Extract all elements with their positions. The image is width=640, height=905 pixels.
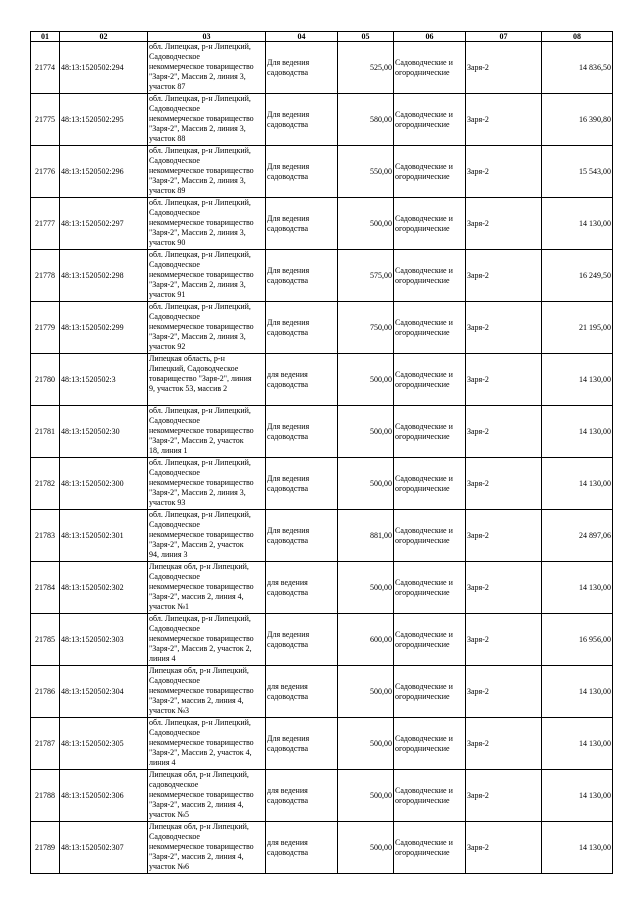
permitted-use-cell: Для ведения садоводства: [266, 718, 338, 770]
area-cell: 525,00: [338, 42, 394, 94]
area-cell: 500,00: [338, 354, 394, 406]
address-cell: [148, 614, 266, 666]
address-text: Липецкая область, р-н Липецкий, Садоводческое товарищество "Заря-2", линия 9, участок 53, массив 2: [149, 354, 252, 393]
address-cell: [148, 458, 266, 510]
column-header-05: 05: [338, 32, 394, 42]
settlement-name-cell: Заря-2: [466, 666, 542, 718]
land-category-cell: Садоводческие и огороднические: [394, 302, 466, 354]
settlement-name-cell: Заря-2: [466, 198, 542, 250]
land-category-cell: Садоводческие и огороднические: [394, 250, 466, 302]
settlement-name-cell: Заря-2: [466, 458, 542, 510]
settlement-name-cell: Заря-2: [466, 354, 542, 406]
table-row: [31, 770, 613, 822]
cadastral-value-cell: 14 130,00: [542, 718, 613, 770]
settlement-name-cell: Заря-2: [466, 94, 542, 146]
address-text: обл. Липецкая, р-н Липецкий, Садоводческое некоммерческое товарищество "Заря-2", Массив 2, линия 3, участок 88: [149, 94, 254, 143]
address-text: обл. Липецкая, р-н Липецкий, Садоводческое некоммерческое товарищество "Заря-2", Массив 2, участок 94, линия 3: [149, 510, 254, 559]
cadastral-number-cell: 48:13:1520502:305: [60, 718, 148, 770]
address-cell: [148, 562, 266, 614]
column-header-07: 07: [466, 32, 542, 42]
address-text: Липецкая обл, р-н Липецкий, Садоводческое некоммерческое товарищество "Заря-2", массив 2, линия 4, участок №3: [149, 666, 254, 715]
address-cell: [148, 94, 266, 146]
area-cell: 500,00: [338, 718, 394, 770]
cadastral-number-cell: 48:13:1520502:298: [60, 250, 148, 302]
cadastral-value-cell: 14 130,00: [542, 354, 613, 406]
permitted-use-cell: Для ведения садоводства: [266, 94, 338, 146]
land-category-cell: Садоводческие и огороднические: [394, 198, 466, 250]
record-number-cell: 21775: [31, 94, 60, 146]
cadastral-value-cell: 14 130,00: [542, 406, 613, 458]
cadastral-value-cell: 14 130,00: [542, 198, 613, 250]
area-cell: 500,00: [338, 562, 394, 614]
land-category-cell: Садоводческие и огороднические: [394, 562, 466, 614]
cadastral-number-cell: 48:13:1520502:30: [60, 406, 148, 458]
table-row: [31, 562, 613, 614]
table-row: [31, 406, 613, 458]
address-text: Липецкая обл, р-н Липецкий, Садоводческое некоммерческое товарищество "Заря-2", массив 2, линия 4, участок №6: [149, 822, 254, 871]
address-cell: [148, 354, 266, 406]
cadastral-number-cell: 48:13:1520502:302: [60, 562, 148, 614]
cadastral-number-cell: 48:13:1520502:3: [60, 354, 148, 406]
address-text: Липецкая обл, р-н Липецкий, садоводческое некоммерческое товарищество "Заря-2", массив 2, линия 4, участок №5: [149, 770, 254, 819]
land-category-cell: Садоводческие и огороднические: [394, 42, 466, 94]
cadastral-value-cell: 16 249,50: [542, 250, 613, 302]
cadastral-value-cell: 16 390,80: [542, 94, 613, 146]
land-category-cell: Садоводческие и огороднические: [394, 406, 466, 458]
permitted-use-cell: Для ведения садоводства: [266, 42, 338, 94]
column-header-06: 06: [394, 32, 466, 42]
column-header-02: 02: [60, 32, 148, 42]
address-text: Липецкая обл, р-н Липецкий, Садоводческое некоммерческое товарищество "Заря-2", массив 2, линия 4, участок №1: [149, 562, 254, 611]
cadastral-number-cell: 48:13:1520502:306: [60, 770, 148, 822]
table-row: [31, 510, 613, 562]
table-row: [31, 302, 613, 354]
cadastral-number-cell: 48:13:1520502:300: [60, 458, 148, 510]
address-cell: [148, 42, 266, 94]
area-cell: 500,00: [338, 458, 394, 510]
record-number-cell: 21783: [31, 510, 60, 562]
address-cell: [148, 770, 266, 822]
area-cell: 500,00: [338, 198, 394, 250]
settlement-name-cell: Заря-2: [466, 250, 542, 302]
permitted-use-cell: Для ведения садоводства: [266, 406, 338, 458]
settlement-name-cell: Заря-2: [466, 42, 542, 94]
record-number-cell: 21779: [31, 302, 60, 354]
table-row: [31, 42, 613, 94]
area-cell: 500,00: [338, 666, 394, 718]
cadastral-value-cell: 14 836,50: [542, 42, 613, 94]
land-category-cell: Садоводческие и огороднические: [394, 510, 466, 562]
land-register-table: [30, 31, 613, 874]
area-cell: 500,00: [338, 822, 394, 874]
cadastral-number-cell: 48:13:1520502:307: [60, 822, 148, 874]
permitted-use-cell: для ведения садоводства: [266, 822, 338, 874]
land-category-cell: Садоводческие и огороднические: [394, 354, 466, 406]
table-row: [31, 458, 613, 510]
cadastral-number-cell: 48:13:1520502:303: [60, 614, 148, 666]
cadastral-value-cell: 21 195,00: [542, 302, 613, 354]
area-cell: 500,00: [338, 770, 394, 822]
land-category-cell: Садоводческие и огороднические: [394, 770, 466, 822]
column-header-08: 08: [542, 32, 613, 42]
land-category-cell: Садоводческие и огороднические: [394, 614, 466, 666]
settlement-name-cell: Заря-2: [466, 510, 542, 562]
cadastral-number-cell: 48:13:1520502:297: [60, 198, 148, 250]
address-text: обл. Липецкая, р-н Липецкий, Садоводческое некоммерческое товарищество "Заря-2", Массив 2, линия 3, участок 89: [149, 146, 254, 195]
table-row: [31, 666, 613, 718]
cadastral-number-cell: 48:13:1520502:304: [60, 666, 148, 718]
address-cell: [148, 146, 266, 198]
permitted-use-cell: Для ведения садоводства: [266, 614, 338, 666]
land-category-cell: Садоводческие и огороднические: [394, 666, 466, 718]
cadastral-value-cell: 15 543,00: [542, 146, 613, 198]
table-row: [31, 822, 613, 874]
area-cell: 500,00: [338, 406, 394, 458]
address-cell: [148, 406, 266, 458]
table-row: [31, 718, 613, 770]
settlement-name-cell: Заря-2: [466, 406, 542, 458]
record-number-cell: 21774: [31, 42, 60, 94]
permitted-use-cell: для ведения садоводства: [266, 666, 338, 718]
land-category-cell: Садоводческие и огороднические: [394, 146, 466, 198]
address-text: обл. Липецкая, р-н Липецкий, Садоводческое некоммерческое товарищество "Заря-2", Массив 2, линия 3, участок 90: [149, 198, 254, 247]
land-category-cell: Садоводческие и огороднические: [394, 94, 466, 146]
record-number-cell: 21776: [31, 146, 60, 198]
table-row: [31, 354, 613, 406]
record-number-cell: 21787: [31, 718, 60, 770]
permitted-use-cell: Для ведения садоводства: [266, 510, 338, 562]
cadastral-number-cell: 48:13:1520502:294: [60, 42, 148, 94]
permitted-use-cell: для ведения садоводства: [266, 562, 338, 614]
column-header-03: 03: [148, 32, 266, 42]
settlement-name-cell: Заря-2: [466, 146, 542, 198]
address-cell: [148, 510, 266, 562]
address-text: обл. Липецкая, р-н Липецкий, Садоводческое некоммерческое товарищество "Заря-2", Массив 2, участок 18, линия 1: [149, 406, 254, 455]
table-row: [31, 94, 613, 146]
table-row: [31, 146, 613, 198]
address-cell: [148, 718, 266, 770]
record-number-cell: 21777: [31, 198, 60, 250]
record-number-cell: 21781: [31, 406, 60, 458]
address-text: обл. Липецкая, р-н Липецкий, Садоводческое некоммерческое товарищество "Заря-2", Массив 2, линия 3, участок 93: [149, 458, 254, 507]
record-number-cell: 21780: [31, 354, 60, 406]
area-cell: 881,00: [338, 510, 394, 562]
cadastral-value-cell: 16 956,00: [542, 614, 613, 666]
cadastral-value-cell: 24 897,06: [542, 510, 613, 562]
land-category-cell: Садоводческие и огороднические: [394, 718, 466, 770]
address-cell: [148, 250, 266, 302]
settlement-name-cell: Заря-2: [466, 822, 542, 874]
permitted-use-cell: Для ведения садоводства: [266, 302, 338, 354]
address-cell: [148, 198, 266, 250]
column-header-04: 04: [266, 32, 338, 42]
record-number-cell: 21789: [31, 822, 60, 874]
permitted-use-cell: для ведения садоводства: [266, 354, 338, 406]
permitted-use-cell: Для ведения садоводства: [266, 458, 338, 510]
cadastral-number-cell: 48:13:1520502:296: [60, 146, 148, 198]
settlement-name-cell: Заря-2: [466, 770, 542, 822]
record-number-cell: 21785: [31, 614, 60, 666]
column-header-01: 01: [31, 32, 60, 42]
cadastral-number-cell: 48:13:1520502:295: [60, 94, 148, 146]
permitted-use-cell: для ведения садоводства: [266, 770, 338, 822]
header-row: [31, 32, 613, 42]
area-cell: 575,00: [338, 250, 394, 302]
settlement-name-cell: Заря-2: [466, 302, 542, 354]
address-text: обл. Липецкая, р-н Липецкий, Садоводческое некоммерческое товарищество "Заря-2", Массив 2, линия 3, участок 92: [149, 302, 254, 351]
record-number-cell: 21778: [31, 250, 60, 302]
permitted-use-cell: Для ведения садоводства: [266, 146, 338, 198]
cadastral-value-cell: 14 130,00: [542, 822, 613, 874]
table-row: [31, 614, 613, 666]
area-cell: 750,00: [338, 302, 394, 354]
address-text: обл. Липецкая, р-н Липецкий, Садоводческое некоммерческое товарищество "Заря-2", Массив 2, линия 3, участок 87: [149, 42, 254, 91]
area-cell: 580,00: [338, 94, 394, 146]
address-text: обл. Липецкая, р-н Липецкий, Садоводческое некоммерческое товарищество "Заря-2", Массив 2, линия 3, участок 91: [149, 250, 254, 299]
cadastral-value-cell: 14 130,00: [542, 770, 613, 822]
table-row: [31, 250, 613, 302]
cadastral-value-cell: 14 130,00: [542, 666, 613, 718]
area-cell: 600,00: [338, 614, 394, 666]
address-text: обл. Липецкая, р-н Липецкий, Садоводческое некоммерческое товарищество "Заря-2", Массив 2, участок 4, линия 4: [149, 718, 254, 767]
address-cell: [148, 302, 266, 354]
table-row: [31, 198, 613, 250]
land-category-cell: Садоводческие и огороднические: [394, 822, 466, 874]
area-cell: 550,00: [338, 146, 394, 198]
address-cell: [148, 666, 266, 718]
permitted-use-cell: Для ведения садоводства: [266, 250, 338, 302]
cadastral-value-cell: 14 130,00: [542, 458, 613, 510]
cadastral-number-cell: 48:13:1520502:299: [60, 302, 148, 354]
record-number-cell: 21786: [31, 666, 60, 718]
record-number-cell: 21782: [31, 458, 60, 510]
cadastral-value-cell: 14 130,00: [542, 562, 613, 614]
land-category-cell: Садоводческие и огороднические: [394, 458, 466, 510]
record-number-cell: 21788: [31, 770, 60, 822]
settlement-name-cell: Заря-2: [466, 718, 542, 770]
settlement-name-cell: Заря-2: [466, 562, 542, 614]
address-text: обл. Липецкая, р-н Липецкий, Садоводческое некоммерческое товарищество "Заря-2", Массив 2, участок 2, линия 4: [149, 614, 254, 663]
cadastral-number-cell: 48:13:1520502:301: [60, 510, 148, 562]
record-number-cell: 21784: [31, 562, 60, 614]
permitted-use-cell: Для ведения садоводства: [266, 198, 338, 250]
address-cell: [148, 822, 266, 874]
settlement-name-cell: Заря-2: [466, 614, 542, 666]
